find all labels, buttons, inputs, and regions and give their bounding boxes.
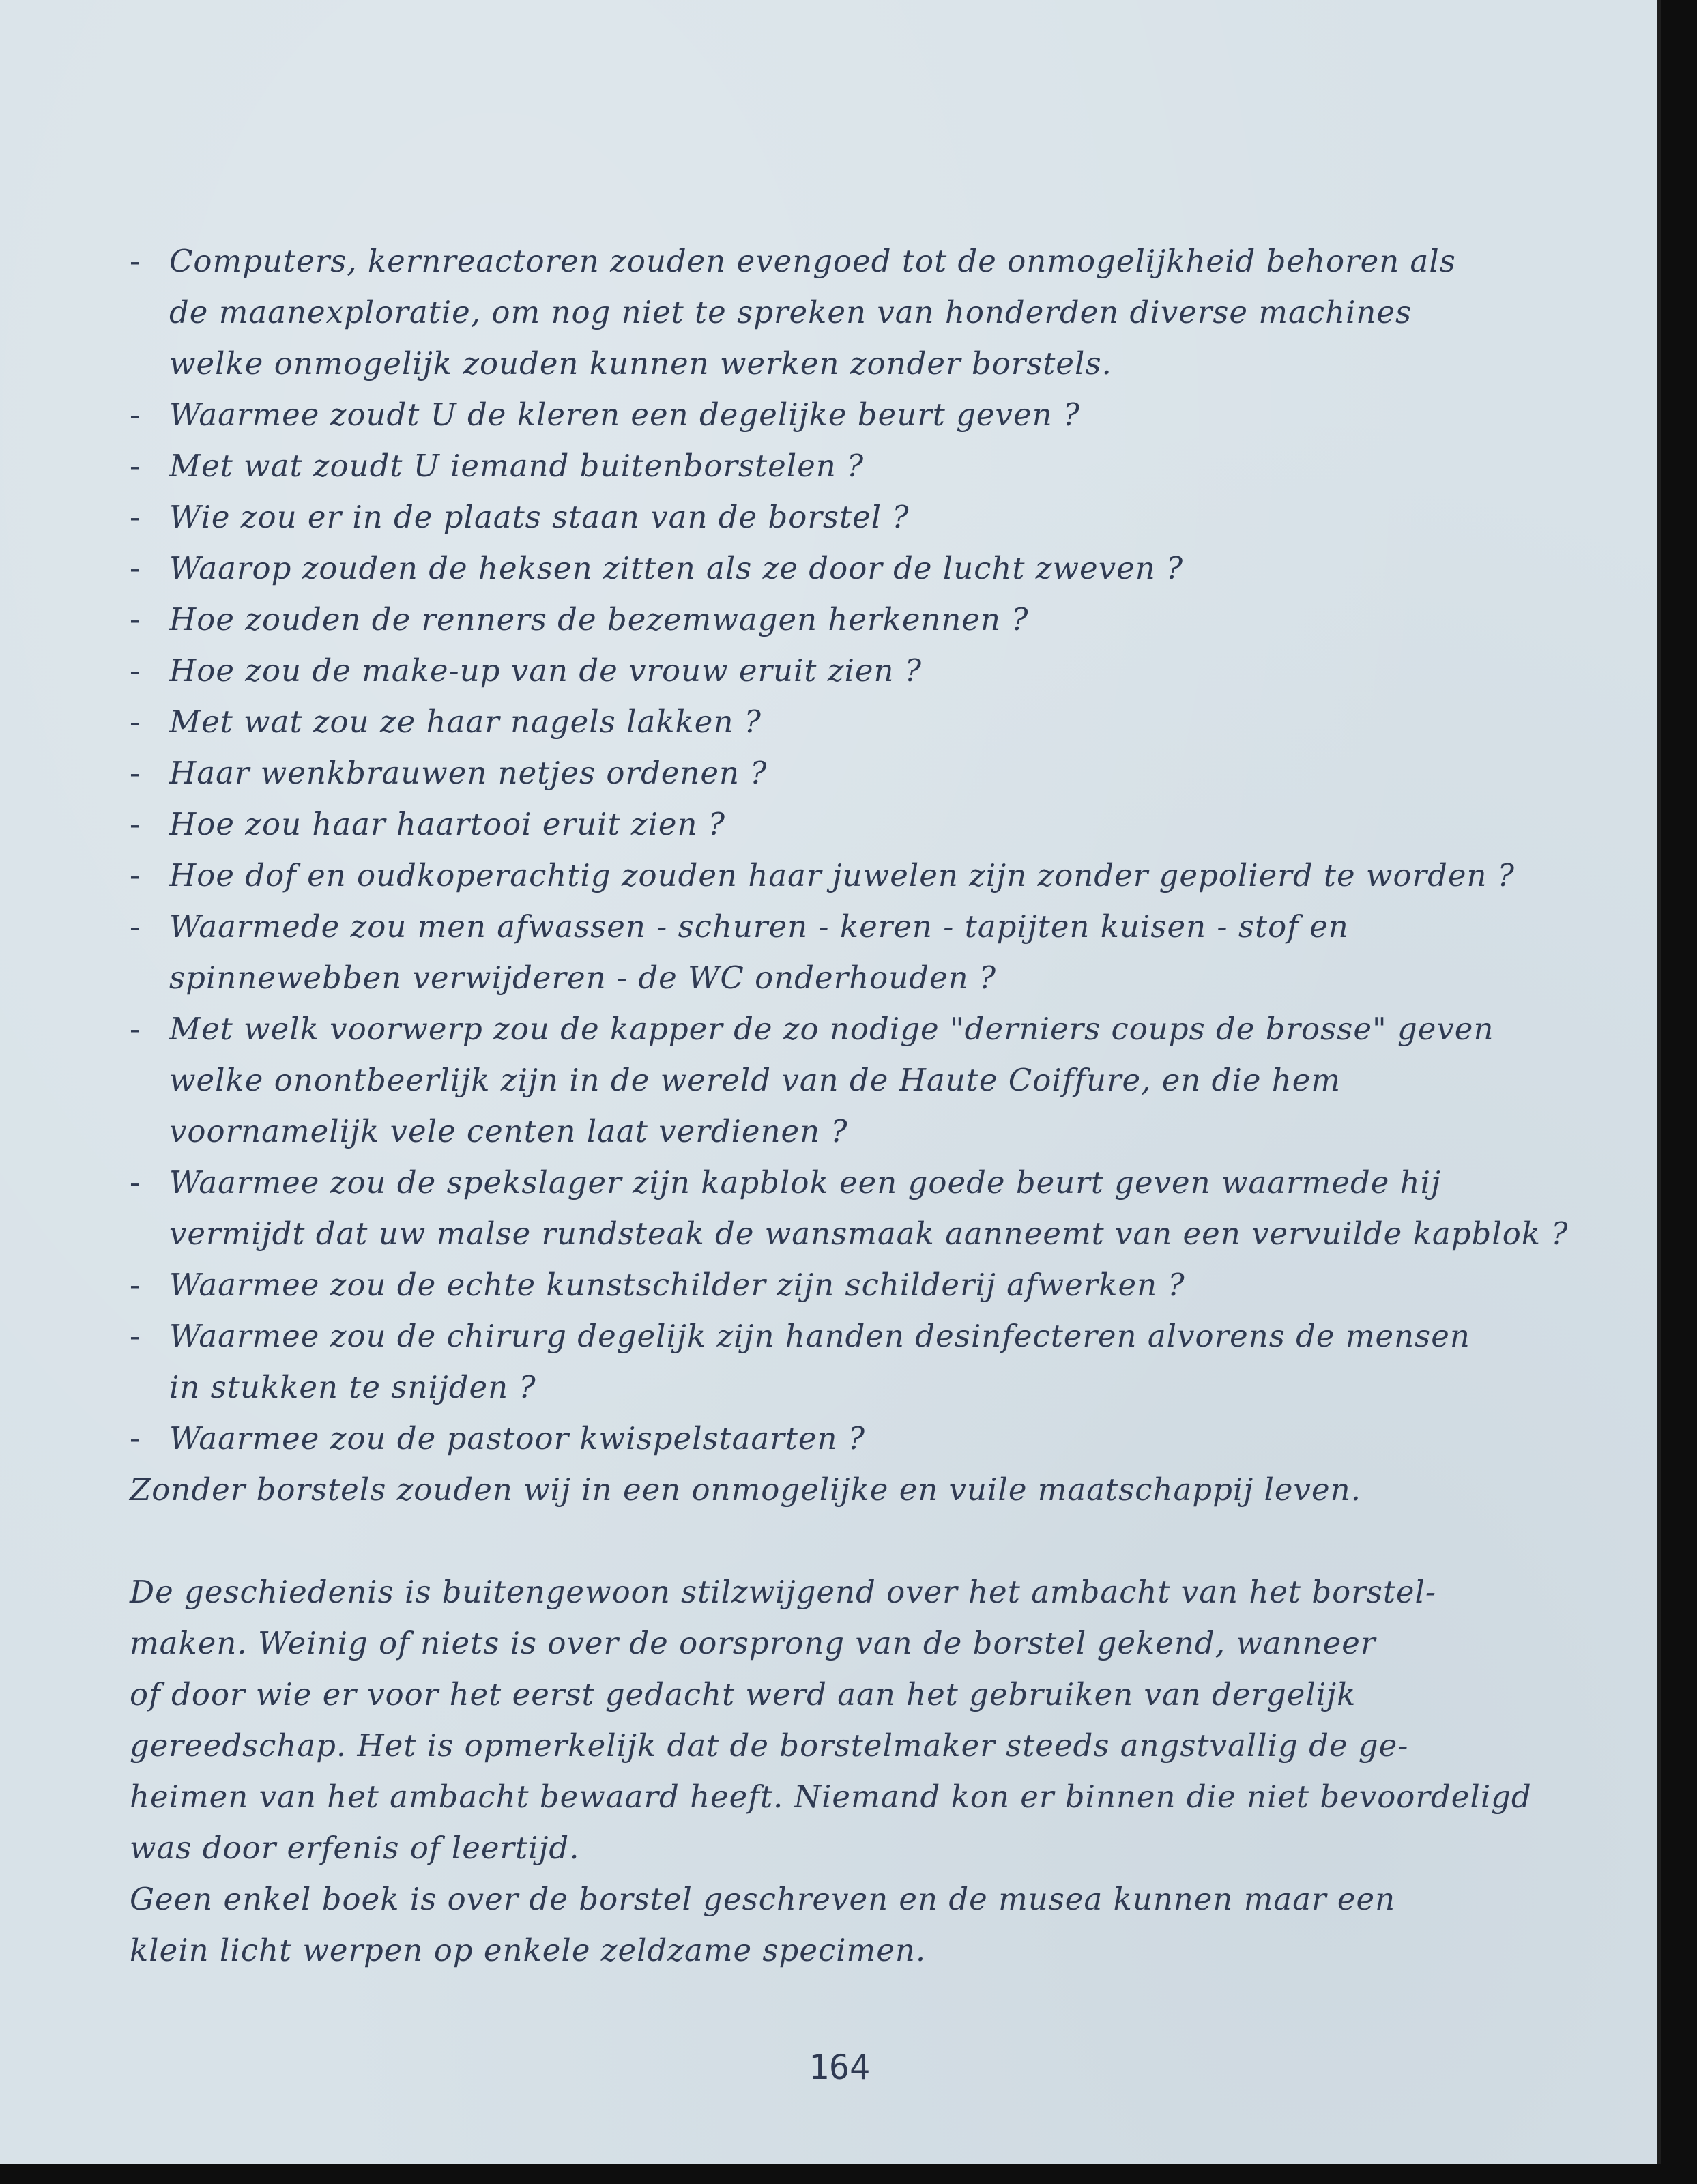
list-item: [130, 799, 1597, 850]
list-item: [130, 235, 1597, 389]
list-item: [130, 645, 1597, 696]
list-item-line: Computers, kernreactoren zouden evengoed tot de onmogelijkheid behoren als: [169, 243, 1456, 279]
list-item-line: Waarmee zou de chirurg degelijk zijn handen desinfecteren alvorens de mensen: [169, 1318, 1470, 1354]
list-item-line: Hoe zou de make-up van de vrouw eruit zien ?: [169, 652, 922, 689]
paragraph-line: was door erfenis of leertijd.: [130, 1830, 580, 1866]
list-dash: -: [130, 908, 141, 945]
list-item: [130, 543, 1597, 594]
question-list: [130, 235, 1597, 1464]
list-item-line: de maanexploratie, om nog niet te spreken van honderden diverse machines: [169, 294, 1412, 330]
list-dash: -: [130, 704, 141, 740]
list-item-line: voornamelijk vele centen laat verdienen ?: [169, 1113, 848, 1149]
list-item-line: Met welk voorwerp zou de kapper de zo nodige "derniers coups de brosse" geven: [169, 1011, 1494, 1047]
list-item-line: Hoe zouden de renners de bezemwagen herkennen ?: [169, 601, 1029, 637]
list-dash: -: [130, 652, 141, 689]
list-item-line: Waarmee zoudt U de kleren een degelijke beurt geven ?: [169, 397, 1080, 433]
list-item: [130, 850, 1597, 901]
list-item: [130, 747, 1597, 799]
list-item: [130, 1310, 1597, 1413]
paragraph-gap: [130, 1515, 1597, 1566]
paragraph-line: klein licht werpen op enkele zeldzame specimen.: [130, 1932, 927, 1968]
list-dash: -: [130, 1011, 141, 1047]
list-dash: -: [130, 1164, 141, 1201]
museum-paragraph: [130, 1873, 1597, 1976]
history-paragraph: [130, 1566, 1597, 1873]
list-item-line: Haar wenkbrauwen netjes ordenen ?: [169, 755, 768, 791]
list-item: [130, 1413, 1597, 1464]
list-item: [130, 440, 1597, 491]
list-item: [130, 696, 1597, 747]
list-dash: -: [130, 601, 141, 637]
page-number: 164: [808, 2048, 871, 2087]
list-item-line: Hoe dof en oudkoperachtig zouden haar juwelen zijn zonder gepolierd te worden ?: [169, 857, 1515, 893]
paragraph-line: heimen van het ambacht bewaard heeft. Niemand kon er binnen die niet bevoordeligd: [130, 1779, 1532, 1815]
list-dash: -: [130, 499, 141, 535]
list-dash: -: [130, 550, 141, 586]
list-item-line: welke onmogelijk zouden kunnen werken zonder borstels.: [169, 345, 1112, 382]
list-item: [130, 389, 1597, 440]
list-dash: -: [130, 755, 141, 791]
list-item: [130, 1157, 1597, 1259]
paragraph-line: of door wie er voor het eerst gedacht werd aan het gebruiken van dergelijk: [130, 1676, 1357, 1712]
list-item: [130, 1003, 1597, 1157]
conclusion-line: Zonder borstels zouden wij in een onmogelijke en vuile maatschappij leven.: [130, 1471, 1361, 1508]
paragraph-line: maken. Weinig of niets is over de oorsprong van de borstel gekend, wanneer: [130, 1625, 1376, 1661]
text-block: [130, 235, 1597, 1976]
paragraph-line: gereedschap. Het is opmerkelijk dat de borstelmaker steeds angstvallig de ge-: [130, 1727, 1409, 1764]
list-dash: -: [130, 806, 141, 842]
list-item: [130, 1259, 1597, 1310]
list-item-line: Waarmee zou de echte kunstschilder zijn schilderij afwerken ?: [169, 1267, 1185, 1303]
paragraph-line: Geen enkel boek is over de borstel geschreven en de musea kunnen maar een: [130, 1881, 1396, 1917]
list-item-line: Met wat zoudt U iemand buitenborstelen ?: [169, 448, 865, 484]
list-item: [130, 491, 1597, 543]
list-item: [130, 594, 1597, 645]
list-item-line: in stukken te snijden ?: [169, 1369, 536, 1405]
list-item-line: Waarmee zou de spekslager zijn kapblok een goede beurt geven waarmede hij: [169, 1164, 1442, 1201]
list-dash: -: [130, 1318, 141, 1354]
list-dash: -: [130, 1420, 141, 1456]
list-item-line: spinnewebben verwijderen - de WC onderhouden ?: [169, 960, 997, 996]
list-item-line: Hoe zou haar haartooi eruit zien ?: [169, 806, 725, 842]
paragraph-line: De geschiedenis is buitengewoon stilzwijgend over het ambacht van het borstel-: [130, 1574, 1437, 1610]
list-dash: -: [130, 397, 141, 433]
list-item-line: welke onontbeerlijk zijn in de wereld van de Haute Coiffure, en die hem: [169, 1062, 1341, 1098]
list-dash: -: [130, 243, 141, 279]
list-dash: -: [130, 1267, 141, 1303]
list-item-line: Wie zou er in de plaats staan van de borstel ?: [169, 499, 910, 535]
list-item-line: Waarop zouden de heksen zitten als ze door de lucht zweven ?: [169, 550, 1184, 586]
list-item-line: Waarmee zou de pastoor kwispelstaarten ?: [169, 1420, 865, 1456]
list-item: [130, 901, 1597, 1003]
list-item-line: Waarmede zou men afwassen - schuren - keren - tapijten kuisen - stof en: [169, 908, 1349, 945]
list-item-line: Met wat zou ze haar nagels lakken ?: [169, 704, 762, 740]
list-item-line: vermijdt dat uw malse rundsteak de wansmaak aanneemt van een vervuilde kapblok ?: [169, 1216, 1569, 1252]
list-dash: -: [130, 448, 141, 484]
list-dash: -: [130, 857, 141, 893]
